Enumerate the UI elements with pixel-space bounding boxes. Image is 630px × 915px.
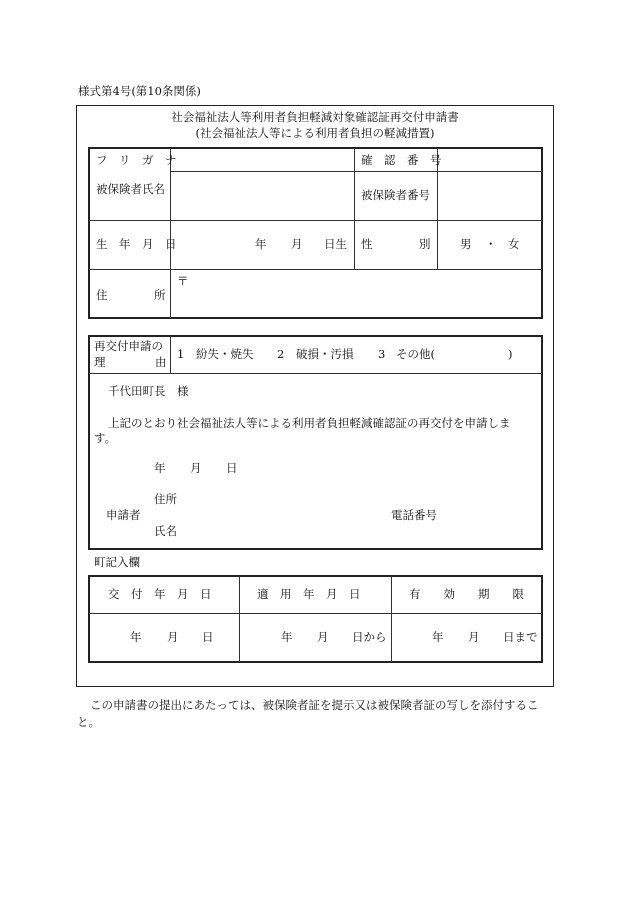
divider xyxy=(170,171,354,172)
application-year: 年 xyxy=(154,461,166,475)
application-month: 月 xyxy=(190,461,202,475)
apply-day: 日から xyxy=(352,630,387,644)
applicant-name-label: 氏名 xyxy=(154,524,177,538)
divider xyxy=(89,613,542,614)
form-subtitle: (社会福祉法人等による利用者負担の軽減措置) xyxy=(195,126,435,140)
application-day: 日 xyxy=(226,461,238,475)
applicant-label: 申請者 xyxy=(106,508,141,522)
sex-male: 男 xyxy=(460,237,472,251)
footnote-line2: と。 xyxy=(77,715,100,729)
issue-date-label: 交 付 年 月 日 xyxy=(108,587,212,601)
birth-month: 月 xyxy=(291,237,303,251)
apply-year: 年 xyxy=(281,630,293,644)
apply-date-label: 適 用 年 月 日 xyxy=(257,587,361,601)
issue-year: 年 xyxy=(130,630,142,644)
phone-label: 電話番号 xyxy=(391,508,437,522)
confirm-number-label: 確 認 番 号 xyxy=(361,153,442,167)
valid-period-label: 有 効 期 限 xyxy=(409,587,524,601)
valid-day: 日まで xyxy=(503,630,538,644)
statement-line1: 上記のとおり社会福祉法人等による利用者負担軽減確認証の再交付を申請しま xyxy=(108,416,511,430)
insured-number-label: 被保険者番号 xyxy=(361,188,430,202)
furigana-label: フ リ ガ ナ xyxy=(96,153,177,167)
address-label-2: 所 xyxy=(154,288,166,302)
reason-option-3-number: 3 xyxy=(378,347,386,361)
reason-option-1: 紛失・焼失 xyxy=(196,347,254,361)
divider xyxy=(391,576,392,662)
applicant-address-label: 住所 xyxy=(154,492,177,506)
birth-day: 日生 xyxy=(324,237,347,251)
divider xyxy=(170,148,171,318)
statement-line2: す。 xyxy=(94,431,117,445)
sex-separator: ・ xyxy=(485,237,497,251)
apply-month: 月 xyxy=(317,630,329,644)
divider xyxy=(354,171,542,172)
divider xyxy=(354,148,355,270)
divider xyxy=(170,336,171,373)
form-title: 社会福祉法人等利用者負担軽減対象確認証再交付申請書 xyxy=(171,110,459,124)
birth-year: 年 xyxy=(255,237,267,251)
office-use-title: 町記入欄 xyxy=(94,555,140,569)
sex-label-2: 別 xyxy=(419,237,431,251)
divider xyxy=(89,220,542,221)
reason-label-line2a: 理 xyxy=(94,355,106,369)
reason-option-2-number: 2 xyxy=(277,347,285,361)
sex-female: 女 xyxy=(508,237,520,251)
sex-label: 性 xyxy=(361,237,373,251)
form-number: 様式第4号(第10条関係) xyxy=(78,84,201,98)
footnote-line1: この申請書の提出にあたっては、被保険者証を提示又は被保険者証の写しを添付するこ xyxy=(90,698,539,712)
reason-option-3: その他( xyxy=(396,347,435,361)
issue-day: 日 xyxy=(202,630,214,644)
divider xyxy=(89,373,542,374)
reason-option-3-close: ) xyxy=(508,347,513,361)
divider xyxy=(89,269,542,270)
postal-mark: 〒 xyxy=(177,274,189,288)
valid-month: 月 xyxy=(468,630,480,644)
issue-month: 月 xyxy=(167,630,179,644)
birth-date-label: 生 年 月 日 xyxy=(96,237,177,251)
addressee: 千代田町長 様 xyxy=(108,384,189,398)
divider xyxy=(239,576,240,662)
address-label-1: 住 xyxy=(96,288,108,302)
reason-label-line1: 再交付申請の xyxy=(94,339,163,353)
reason-option-2: 破損・汚損 xyxy=(296,347,354,361)
insured-name-label: 被保険者氏名 xyxy=(96,182,165,196)
reason-label-line2b: 由 xyxy=(155,355,167,369)
reason-option-1-number: 1 xyxy=(177,347,185,361)
valid-year: 年 xyxy=(432,630,444,644)
